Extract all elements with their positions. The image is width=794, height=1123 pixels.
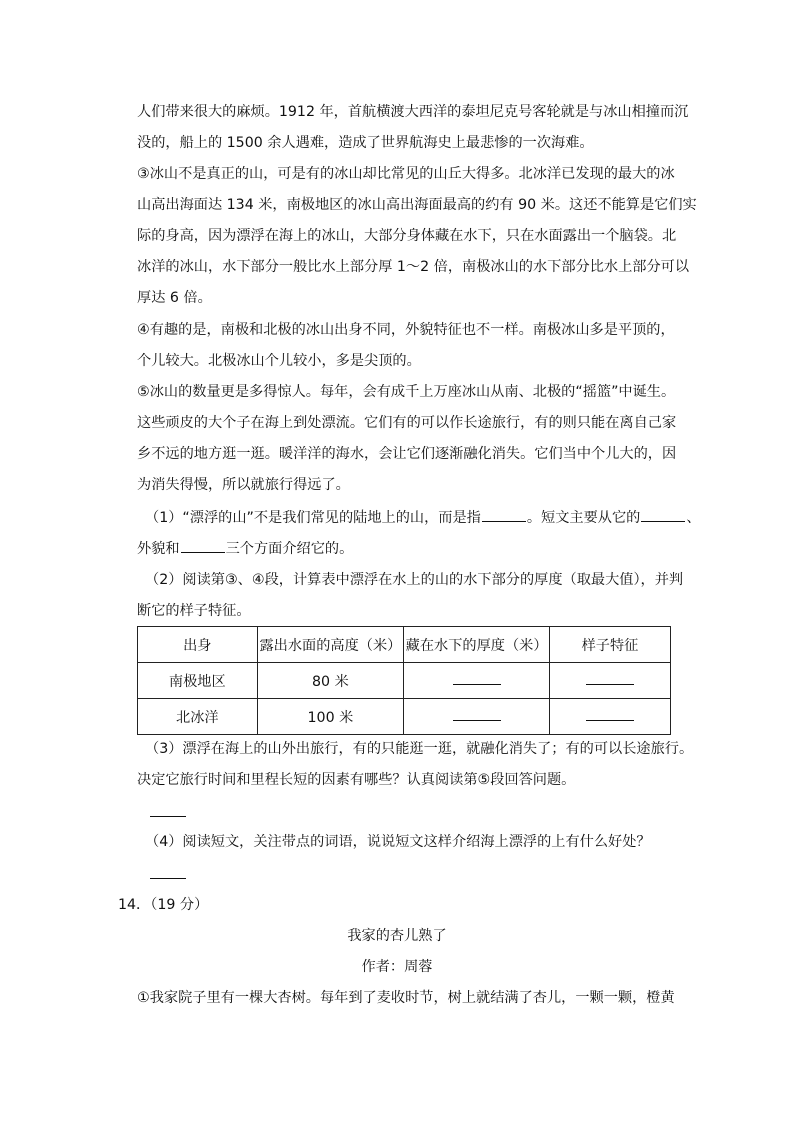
answer-blank[interactable] bbox=[150, 877, 186, 879]
passage-line: ⑤冰山的数量更是多得惊人。每年，会有成千上万座冰山从南、北极的“摇篮”中诞生。 bbox=[137, 384, 676, 400]
answer-blank[interactable] bbox=[586, 672, 634, 685]
passage-line: 际的身高，因为漂浮在海上的冰山，大部分身体藏在水下，只在水面露出一个脑袋。北 bbox=[137, 228, 677, 244]
passage-line: 乡不远的地方逛一逛。暖洋洋的海水，会让它们逐渐融化消失。它们当中个儿大的，因 bbox=[137, 446, 677, 462]
passage-line: 这些顽皮的大个子在海上到处漂流。它们有的可以作长途旅行，有的则只能在离自己家 bbox=[137, 415, 677, 431]
question-3: （3）漂浮在海上的山外出旅行，有的只能逛一逛，就融化消失了；有的可以长途旅行。 bbox=[145, 741, 694, 757]
answer-blank[interactable] bbox=[641, 507, 685, 522]
passage-line: 为消失得慢，所以就旅行得远了。 bbox=[137, 477, 350, 493]
passage-line: 冰洋的冰山，水下部分一般比水上部分厚 1～2 倍，南极冰山的水下部分比水上部分可以 bbox=[137, 259, 690, 275]
passage-line: 山高出海面达 134 米，南极地区的冰山高出海面最高的约有 90 米。这还不能算是它们实 bbox=[137, 197, 697, 213]
cell-origin: 北冰洋 bbox=[138, 699, 258, 735]
answer-blank[interactable] bbox=[453, 708, 501, 721]
answer-blank[interactable] bbox=[150, 815, 186, 817]
answer-blank[interactable] bbox=[453, 672, 501, 685]
passage-line: 厚达 6 倍。 bbox=[137, 290, 212, 306]
question-1-cont: 外貌和 三个方面介绍它的。 bbox=[137, 538, 677, 559]
passage-author: 作者：周蓉 bbox=[361, 959, 433, 975]
passage-line: ③冰山不是真正的山，可是有的冰山却比常见的山丘大得多。北冰洋已发现的最大的冰 bbox=[137, 166, 675, 182]
table-row bbox=[138, 699, 671, 735]
header-origin: 出身 bbox=[138, 627, 258, 663]
cell-origin: 南极地区 bbox=[138, 663, 258, 699]
answer-blank[interactable] bbox=[482, 507, 526, 522]
question-3-cont: 决定它旅行时间和里程长短的因素有哪些？认真阅读第⑤段回答问题。 bbox=[137, 772, 576, 788]
header-feature: 样子特征 bbox=[549, 627, 670, 663]
passage-line: 没的，船上的 1500 余人遇难，造成了世界航海史上最悲惨的一次海难。 bbox=[137, 135, 594, 151]
question-number: 14．（19 分） bbox=[118, 897, 209, 913]
passage-line: 人们带来很大的麻烦。1912 年，首航横渡大西洋的泰坦尼克号客轮就是与冰山相撞而沉 bbox=[137, 104, 689, 120]
answer-blank[interactable] bbox=[181, 538, 225, 553]
cell-feature[interactable] bbox=[549, 663, 670, 699]
passage-line: ④有趣的是，南极和北极的冰山出身不同，外貌特征也不一样。南极冰山多是平顶的， bbox=[137, 322, 675, 338]
answer-table bbox=[137, 626, 671, 735]
question-4: （4）阅读短文，关注带点的词语，说说短文这样介绍海上漂浮的上有什么好处？ bbox=[145, 834, 651, 850]
question-1: （1）“漂浮的山”不是我们常见的陆地上的山，而是指 。短文主要从它的 、 bbox=[145, 507, 685, 528]
table-row bbox=[138, 663, 671, 699]
passage-title: 我家的杏儿熟了 bbox=[347, 928, 447, 944]
cell-height: 100 米 bbox=[257, 699, 404, 735]
cell-feature[interactable] bbox=[549, 699, 670, 735]
question-2: （2）阅读第③、④段，计算表中漂浮在水上的山的水下部分的厚度（取最大值），并判 bbox=[145, 572, 684, 588]
cell-height: 80 米 bbox=[257, 663, 404, 699]
table-header-row bbox=[138, 627, 671, 663]
header-depth: 藏在水下的厚度（米） bbox=[404, 627, 550, 663]
cell-depth[interactable] bbox=[404, 699, 550, 735]
passage-line: 个儿较大。北极冰山个儿较小，多是尖顶的。 bbox=[137, 353, 421, 369]
cell-depth[interactable] bbox=[404, 663, 550, 699]
answer-blank[interactable] bbox=[586, 708, 634, 721]
question-2-cont: 断它的样子特征。 bbox=[137, 603, 251, 619]
header-height: 露出水面的高度（米） bbox=[257, 627, 404, 663]
passage-line: ①我家院子里有一棵大杏树。每年到了麦收时节，树上就结满了杏儿，一颗一颗，橙黄 bbox=[137, 990, 675, 1006]
